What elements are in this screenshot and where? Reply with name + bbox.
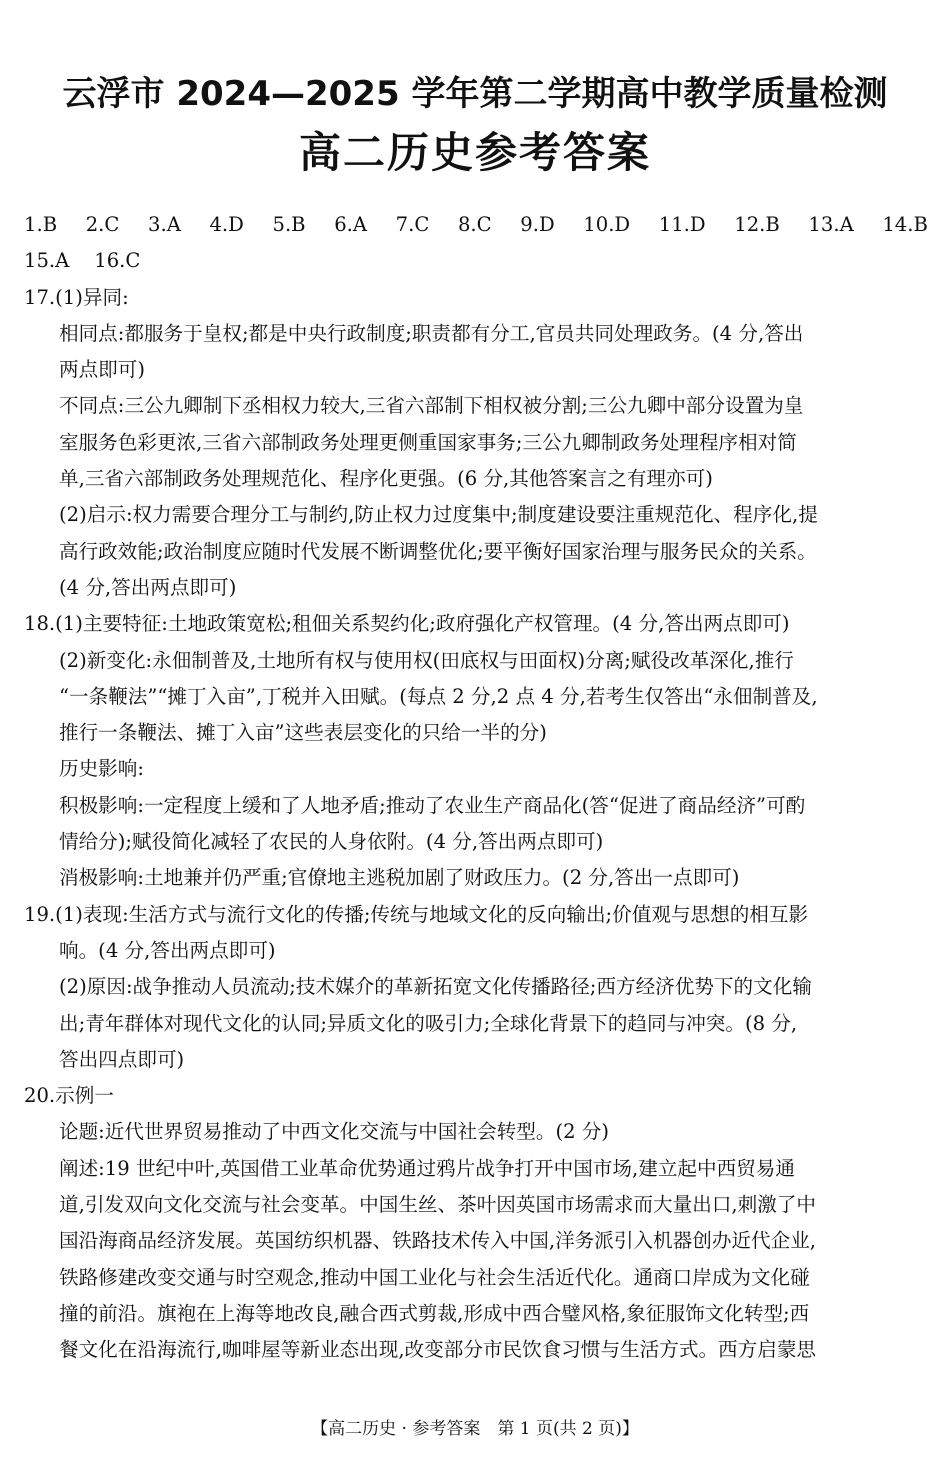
answer-key-item: 13.A — [808, 213, 854, 236]
text-line: (2)新变化:永佃制普及,土地所有权与使用权(田底权与田面权)分离;赋役改革深化,推行 — [59, 648, 794, 672]
answer-key-item: 1.B — [24, 213, 58, 236]
text-line: 积极影响:一定程度上缓和了人地矛盾;推动了农业生产商品化(答“促进了商品经济”可酌 — [59, 793, 806, 817]
answer-key-item: 2.C — [85, 213, 120, 236]
text-line: 阐述:19 世纪中叶,英国借工业革命优势通过鸦片战争打开中国市场,建立起中西贸易通 — [59, 1156, 795, 1180]
text-line: 不同点:三公九卿制下丞相权力较大,三省六部制下相权被分割;三公九卿中部分设置为皇 — [59, 394, 804, 418]
answer-key-row — [24, 207, 930, 243]
answer-key-item: 10.D — [583, 213, 631, 236]
text-line: 铁路修建改变交通与时空观念,推动中国工业化与社会生活近代化。通商口岸成为文化碰 — [59, 1265, 810, 1289]
answer-key-item: 14.B — [882, 213, 928, 236]
text-line: 餐文化在沿海流行,咖啡屋等新业态出现,改变部分市民饮食习惯与生活方式。西方启蒙思 — [59, 1338, 817, 1362]
question-17-heading: 17.(1)异同: — [24, 285, 129, 309]
text-line: (4 分,答出两点即可) — [59, 575, 237, 599]
text-line: 历史影响: — [59, 757, 144, 781]
question-19-heading: 19.(1)表现:生活方式与流行文化的传播;传统与地域文化的反向输出;价值观与思想的相互影 — [24, 902, 809, 926]
text-line: 论题:近代世界贸易推动了中西文化交流与中国社会转型。(2 分) — [59, 1120, 610, 1144]
text-line: 室服务色彩更浓,三省六部制政务处理更侧重国家事务;三公九卿制政务处理程序相对简 — [59, 430, 797, 454]
text-line: 高行政效能;政治制度应随时代发展不断调整优化;要平衡好国家治理与服务民众的关系。 — [59, 539, 817, 563]
text-line: (2)原因:战争推动人员流动;技术媒介的革新拓宽文化传播路径;西方经济优势下的文化输 — [59, 975, 812, 999]
text-line: 消极影响:土地兼并仍严重;官僚地主逃税加剧了财政压力。(2 分,答出一点即可) — [59, 866, 740, 890]
text-line: 情给分);赋役简化减轻了农民的人身依附。(4 分,答出两点即可) — [59, 830, 604, 854]
exam-title: 云浮市 2024—2025 学年第二学期高中教学质量检测 — [62, 74, 888, 114]
answer-key-item: 4.D — [209, 213, 244, 236]
answer-key-item: 5.B — [272, 213, 306, 236]
text-line: 国沿海商品经济发展。英国纺织机器、铁路技术传入中国,洋务派引入机器创办近代企业, — [59, 1229, 817, 1253]
answer-key-item: 12.B — [734, 213, 780, 236]
answer-key-item: 8.C — [457, 213, 492, 236]
text-line: 两点即可) — [59, 358, 146, 382]
answer-key-item: 7.C — [395, 213, 430, 236]
answer-body — [24, 207, 930, 1369]
answer-key-item: 9.D — [520, 213, 555, 236]
text-line: 道,引发双向文化交流与社会变革。中国生丝、茶叶因英国市场需求而大量出口,刺激了中 — [59, 1193, 817, 1217]
answer-key-item: 3.A — [148, 213, 181, 236]
answer-key-row — [24, 243, 930, 279]
text-line: 撞的前沿。旗袍在上海等地改良,融合西式剪裁,形成中西合璧风格,象征服饰文化转型;西 — [59, 1301, 810, 1325]
answer-key-item: 15.A — [24, 249, 70, 273]
question-18-heading: 18.(1)主要特征:土地政策宽松;租佃关系契约化;政府强化产权管理。(4 分,答出两点即可) — [24, 612, 790, 636]
text-line: 相同点:都服务于皇权;都是中央行政制度;职责都有分工,官员共同处理政务。(4 分,答出 — [59, 321, 804, 345]
text-line: “一条鞭法”“摊丁入亩”,丁税并入田赋。(每点 2 分,2 点 4 分,若考生仅答出“永佃制普及, — [59, 684, 818, 708]
answer-key-item: 11.D — [658, 213, 706, 236]
answer-key-item: 16.C — [94, 249, 141, 273]
answer-key-item: 6.A — [334, 213, 368, 236]
page-title: 高二历史参考答案 — [298, 128, 651, 177]
text-line: 推行一条鞭法、摊丁入亩”这些表层变化的只给一半的分) — [59, 721, 547, 745]
question-20-heading: 20.示例一 — [24, 1084, 114, 1108]
text-line: (2)启示:权力需要合理分工与制约,防止权力过度集中;制度建设要注重规范化、程序化,提 — [59, 503, 818, 527]
text-line: 答出四点即可) — [59, 1047, 185, 1071]
text-line: 出;青年群体对现代文化的认同;异质文化的吸引力;全球化背景下的趋同与冲突。(8 分, — [59, 1011, 798, 1035]
text-line: 单,三省六部制政务处理规范化、程序化更强。(6 分,其他答案言之有理亦可) — [59, 467, 713, 491]
page-footer: 【高二历史 · 参考答案 第 1 页(共 2 页)】 — [311, 1419, 639, 1439]
text-line: 响。(4 分,答出两点即可) — [59, 938, 276, 962]
